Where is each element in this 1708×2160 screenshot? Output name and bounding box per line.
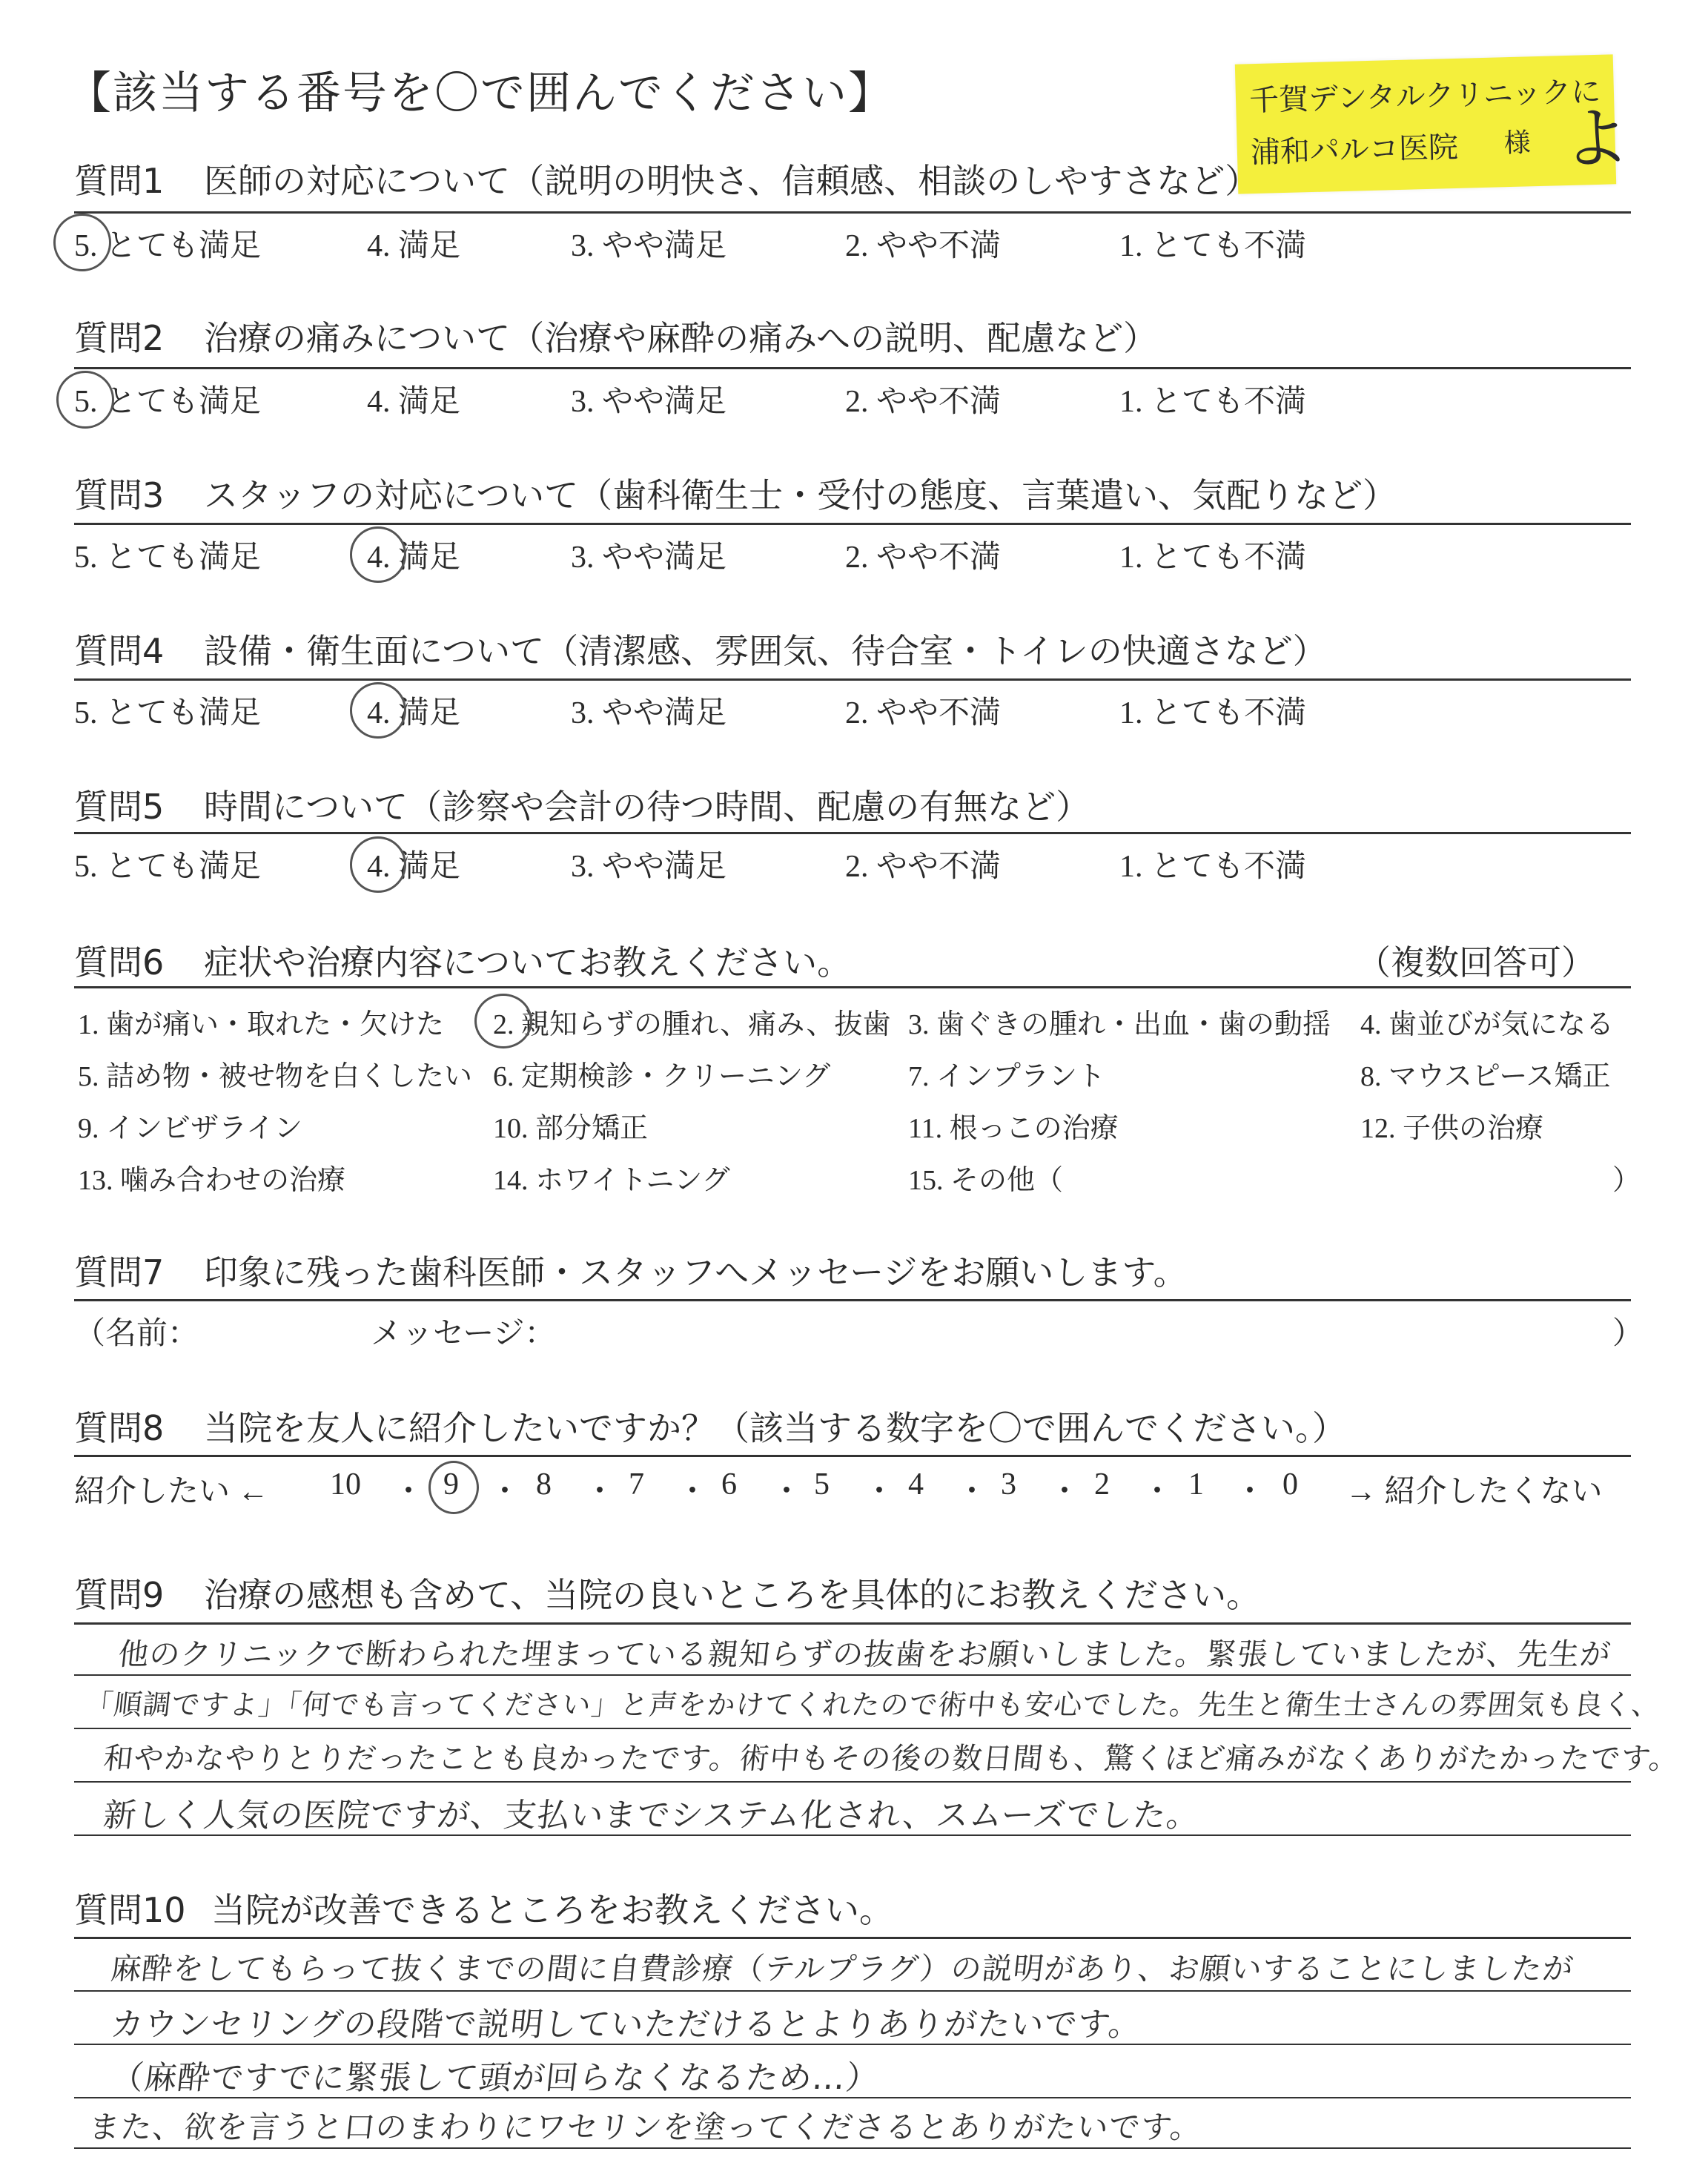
q3-option-5[interactable]: 5. とても満足 <box>74 541 262 575</box>
q6-option[interactable]: 4. 歯並びが気になる <box>1360 1009 1615 1040</box>
question-10-label: 質問10 <box>74 1890 186 1930</box>
q4-option-2[interactable]: 2. やや不満 <box>845 696 1002 730</box>
q6-option[interactable]: 9. インビザライン <box>78 1113 302 1144</box>
q2-option-5[interactable]: 5. とても満足 <box>74 385 262 419</box>
ruled-line <box>74 2147 1631 2149</box>
q8-scale-1[interactable]: 1 <box>1188 1467 1204 1502</box>
question-4-text: 設備・衛生面について（清潔感、雰囲気、待合室・トイレの快適さなど） <box>204 631 1327 671</box>
question-7-text: 印象に残った歯科医師・スタッフへメッセージをお願いします。 <box>204 1252 1188 1292</box>
q8-dot: ・ <box>956 1475 988 1509</box>
divider <box>74 1455 1631 1457</box>
answer-circle <box>350 526 406 583</box>
divider <box>74 211 1631 214</box>
q6-option[interactable]: 14. ホワイトニング <box>493 1165 730 1196</box>
q5-option-5[interactable]: 5. とても満足 <box>74 850 262 884</box>
q8-scale-0[interactable]: 0 <box>1282 1467 1298 1502</box>
question-6-text: 症状や治療内容についてお教えください。 <box>204 942 852 982</box>
q8-dot: ・ <box>1049 1475 1081 1509</box>
ruled-line <box>74 1674 1631 1676</box>
q8-dot: ・ <box>864 1475 896 1509</box>
question-1-text: 医師の対応について（説明の明快さ、信頼感、相談のしやすさなど） <box>204 161 1260 201</box>
divider <box>74 523 1631 525</box>
q6-option[interactable]: 5. 詰め物・被せ物を白くしたい <box>78 1061 473 1092</box>
q8-scale-4[interactable]: 4 <box>908 1467 924 1502</box>
q6-option[interactable]: 11. 根っこの治療 <box>908 1113 1119 1144</box>
question-1-label: 質問1 <box>74 161 165 201</box>
answer-circle <box>350 836 406 893</box>
sticky-note-clinic-2: 浦和パルコ医院 <box>1250 130 1459 171</box>
q5-option-4[interactable]: 4. 満足 <box>367 850 461 884</box>
q8-dot: ・ <box>1142 1475 1174 1509</box>
answer-circle <box>428 1461 479 1514</box>
q7-name-label: （名前： <box>74 1317 199 1351</box>
q10-answer-line: 麻酔をしてもらって抜くまでの間に自費診療（テルプラグ）の説明があり、お願いすることにしましたが <box>109 1951 1576 1986</box>
q1-option-3[interactable]: 3. やや満足 <box>571 229 727 263</box>
divider <box>74 1937 1631 1939</box>
question-9-label: 質問9 <box>74 1575 165 1615</box>
sticky-note-honorific: 様 <box>1503 128 1532 159</box>
q8-dot: ・ <box>584 1475 616 1509</box>
question-6-note: （複数回答可） <box>1357 942 1595 982</box>
q9-answer-line: 新しく人気の医院ですが、支払いまでシステム化され、スムーズでした。 <box>101 1797 1202 1834</box>
q8-right-label: → 紹介したくない <box>1345 1475 1603 1509</box>
q4-option-1[interactable]: 1. とても不満 <box>1119 696 1307 730</box>
q5-option-3[interactable]: 3. やや満足 <box>571 850 727 884</box>
answer-circle <box>474 994 532 1048</box>
q6-option[interactable]: 15. その他（ <box>908 1165 1064 1196</box>
sticky-note-clinic-1: 千賀デンタルクリニックに <box>1248 74 1601 119</box>
divider <box>74 1622 1631 1625</box>
q8-scale-8[interactable]: 8 <box>536 1467 552 1502</box>
q8-dot: ・ <box>1234 1475 1266 1509</box>
q8-dot: ・ <box>489 1475 521 1509</box>
q6-option[interactable]: 1. 歯が痛い・取れた・欠けた <box>78 1009 445 1040</box>
question-7-label: 質問7 <box>74 1252 165 1292</box>
q4-option-3[interactable]: 3. やや満足 <box>571 696 727 730</box>
q4-option-5[interactable]: 5. とても満足 <box>74 696 262 730</box>
q4-option-4[interactable]: 4. 満足 <box>367 696 461 730</box>
ruled-line <box>74 1728 1631 1729</box>
q6-option[interactable]: 6. 定期検診・クリーニング <box>493 1061 831 1092</box>
q8-scale-7[interactable]: 7 <box>629 1467 644 1502</box>
q8-dot: ・ <box>771 1475 803 1509</box>
question-10-text: 当院が改善できるところをお教えください。 <box>211 1890 893 1930</box>
q9-answer-line: 「順調ですよ」「何でも言ってください」と声をかけてくれたので術中も安心でした。先生と衛生士さんの雰囲気も良く、 <box>83 1688 1663 1721</box>
divider <box>74 678 1631 681</box>
question-8-text: 当院を友人に紹介したいですか？（該当する数字を〇で囲んでください。） <box>204 1408 1346 1448</box>
question-2-text: 治療の痛みについて（治療や麻酔の痛みへの説明、配慮など） <box>204 318 1158 358</box>
q1-option-1[interactable]: 1. とても不満 <box>1119 229 1307 263</box>
q6-option[interactable]: 13. 噛み合わせの治療 <box>78 1165 346 1196</box>
q5-option-2[interactable]: 2. やや不満 <box>845 850 1002 884</box>
q10-answer-line: また、欲を言うと口のまわりにワセリンを塗ってくださるとありがたいです。 <box>87 2109 1204 2145</box>
question-8-label: 質問8 <box>74 1408 165 1448</box>
q3-option-3[interactable]: 3. やや満足 <box>571 541 727 575</box>
ruled-line <box>74 2044 1631 2045</box>
sticky-note-tail: よ <box>1562 99 1631 179</box>
q2-option-3[interactable]: 3. やや満足 <box>571 385 727 419</box>
question-5-text: 時間について（診察や会計の待つ時間、配慮の有無など） <box>204 787 1090 827</box>
q6-option[interactable]: 7. インプラント <box>908 1061 1106 1092</box>
divider <box>74 1299 1631 1301</box>
ruled-line <box>74 2097 1631 2098</box>
divider <box>74 367 1631 369</box>
q8-dot: ・ <box>393 1475 425 1509</box>
q10-answer-line: カウンセリングの段階で説明していただけるとよりありがたいです。 <box>108 2006 1144 2044</box>
q6-option[interactable]: 2. 親知らずの腫れ、痛み、抜歯 <box>493 1009 891 1040</box>
q1-option-2[interactable]: 2. やや不満 <box>845 229 1002 263</box>
question-9-text: 治療の感想も含めて、当院の良いところを具体的にお教えください。 <box>204 1575 1261 1615</box>
q3-option-4[interactable]: 4. 満足 <box>367 541 461 575</box>
q7-message-label: メッセージ： <box>371 1317 556 1351</box>
question-3-label: 質問3 <box>74 475 165 515</box>
q9-answer-line: 和やかなやりとりだったことも良かったです。術中もその後の数日間も、驚くほど痛みがなくありがたかったです。 <box>102 1742 1681 1776</box>
q3-option-1[interactable]: 1. とても不満 <box>1119 541 1307 575</box>
ruled-line <box>74 1990 1631 1992</box>
q8-dot: ・ <box>677 1475 709 1509</box>
q6-option[interactable]: 10. 部分矯正 <box>493 1113 649 1144</box>
question-2-label: 質問2 <box>74 318 165 358</box>
q8-left-label: 紹介したい ← <box>74 1475 269 1509</box>
answer-circle <box>53 214 111 271</box>
q8-scale-6[interactable]: 6 <box>721 1467 737 1502</box>
ruled-line <box>74 1834 1631 1836</box>
divider <box>74 832 1631 834</box>
q2-option-2[interactable]: 2. やや不満 <box>845 385 1002 419</box>
q1-option-5[interactable]: 5. とても満足 <box>74 229 262 263</box>
q6-other-close: ） <box>1612 1165 1641 1196</box>
q8-scale-10[interactable]: 10 <box>330 1467 361 1502</box>
q9-answer-line: 他のクリニックで断わられた埋まっている親知らずの抜歯をお願いしました。緊張していましたが、先生が <box>116 1636 1613 1672</box>
q5-option-1[interactable]: 1. とても不満 <box>1119 850 1307 884</box>
question-3-text: スタッフの対応について（歯科衛生士・受付の態度、言葉遣い、気配りなど） <box>204 475 1397 515</box>
question-4-label: 質問4 <box>74 631 165 671</box>
q7-close: ） <box>1612 1317 1644 1351</box>
q2-option-4[interactable]: 4. 満足 <box>367 385 461 419</box>
q1-option-4[interactable]: 4. 満足 <box>367 229 461 263</box>
divider <box>74 986 1631 988</box>
q8-scale-5[interactable]: 5 <box>814 1467 830 1502</box>
q6-option[interactable]: 8. マウスピース矯正 <box>1360 1061 1611 1092</box>
page-title: 【該当する番号を〇で囲んでください】 <box>67 67 894 119</box>
q2-option-1[interactable]: 1. とても不満 <box>1119 385 1307 419</box>
question-5-label: 質問5 <box>74 787 165 827</box>
sticky-note <box>1235 54 1631 194</box>
answer-circle <box>350 682 406 739</box>
q6-option[interactable]: 3. 歯ぐきの腫れ・出血・歯の動揺 <box>908 1009 1331 1040</box>
q8-scale-3[interactable]: 3 <box>1001 1467 1016 1502</box>
q6-option[interactable]: 12. 子供の治療 <box>1360 1113 1544 1144</box>
q8-scale-9[interactable]: 9 <box>443 1467 459 1502</box>
q8-scale-2[interactable]: 2 <box>1094 1467 1110 1502</box>
q10-answer-line: （麻酔ですでに緊張して頭が回らなくなるため…） <box>108 2059 881 2097</box>
ruled-line <box>74 1781 1631 1783</box>
q3-option-2[interactable]: 2. やや不満 <box>845 541 1002 575</box>
answer-circle <box>56 371 114 429</box>
question-6-label: 質問6 <box>74 942 165 982</box>
